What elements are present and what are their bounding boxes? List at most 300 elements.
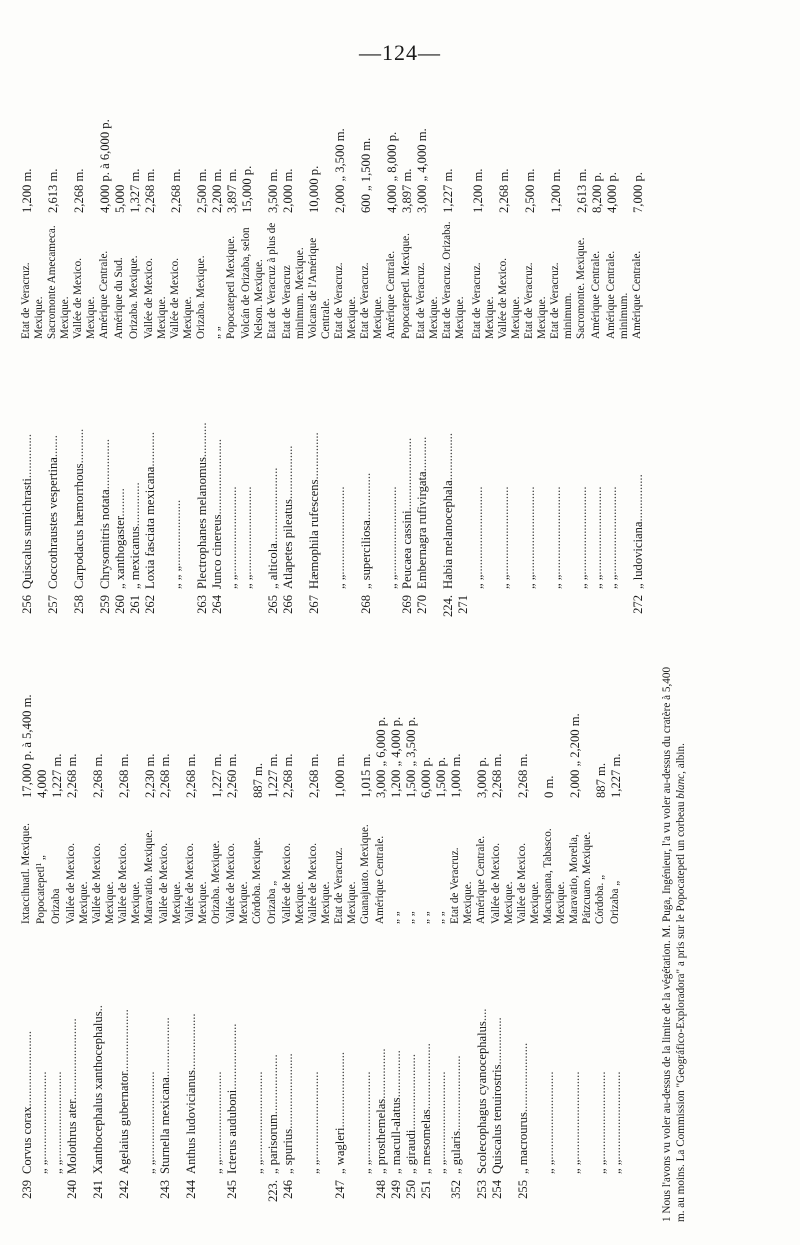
species-name: Loxia fasciata mexicana bbox=[143, 466, 157, 589]
altitude-cell: 887 m. bbox=[594, 763, 608, 798]
species-cell bbox=[240, 339, 255, 589]
footnote-emphasis: blanc, bbox=[675, 771, 687, 799]
table-row bbox=[20, 72, 46, 637]
species-cell bbox=[266, 924, 281, 1174]
table-row bbox=[184, 657, 210, 1222]
species-cell bbox=[549, 339, 564, 589]
right-column bbox=[20, 72, 780, 637]
altitude-cell: 2,000 „ 3,500 m. bbox=[333, 128, 347, 213]
species-cell bbox=[516, 924, 531, 1174]
altitude-cell: 2,500 m. bbox=[195, 168, 209, 213]
locality-cell: Vallée de Mexico. Mexique. bbox=[158, 842, 183, 924]
altitude-cell: 4,000 bbox=[35, 769, 49, 798]
locality-cell: Guanajuato. Mexique. bbox=[359, 824, 371, 924]
table-row bbox=[117, 657, 143, 1222]
leader-dots: ........... bbox=[415, 436, 429, 472]
species-cell bbox=[210, 339, 225, 589]
locality-cell: Amérique Centrale. bbox=[475, 835, 487, 924]
leader-dots: ................... bbox=[266, 1054, 280, 1115]
species-cell bbox=[404, 924, 419, 1174]
leader-dots: ........................ bbox=[281, 1053, 295, 1129]
leader-dots: ............................ bbox=[385, 486, 399, 575]
locality-cell: Vallée de Mexico. Mexique. bbox=[281, 842, 306, 924]
table-row bbox=[441, 72, 471, 637]
altitude-cell: 1,200 „ 4,000 p. bbox=[389, 716, 403, 798]
locality-cell: Etat de Veracruz. Mexique. bbox=[20, 262, 45, 339]
table-row bbox=[251, 657, 266, 1222]
species-name: „ macull-alatus bbox=[389, 1097, 403, 1174]
locality-cell: Amérique Centrale. bbox=[631, 250, 643, 339]
species-cell bbox=[158, 924, 173, 1174]
locality-cell: Maravatio, Morelia, Pátzcuaro. Mexique. bbox=[568, 831, 593, 924]
species-name: „ superciliosa bbox=[359, 520, 373, 589]
locality-cell: Sacromonte Amecameca. Mexique. bbox=[46, 225, 71, 339]
leader-dots: .. bbox=[91, 1005, 105, 1012]
species-cell bbox=[359, 339, 374, 589]
altitude-cell: 1,227 m. bbox=[609, 753, 623, 798]
table-row bbox=[609, 657, 624, 1222]
locality-cell: Amérique Centrale. bbox=[98, 250, 110, 339]
table-row bbox=[98, 72, 113, 637]
leader-dots: ........... bbox=[72, 428, 86, 464]
entry-number: 263 bbox=[195, 595, 209, 614]
altitude-cell: 8,200 p. bbox=[590, 172, 604, 213]
entry-number: 244 bbox=[184, 1180, 198, 1199]
altitude-cell: 2,268 m. bbox=[516, 753, 530, 798]
species-name: „ „ „ bbox=[169, 565, 183, 589]
locality-cell: Etat de Veracruz. Mexique. bbox=[333, 262, 358, 339]
species-name: „ ludoviciana bbox=[631, 521, 645, 589]
leader-dots: ............................ bbox=[251, 1071, 265, 1160]
species-cell bbox=[117, 924, 132, 1174]
species-name: „ xanthogaster bbox=[113, 516, 127, 589]
altitude-cell: 15,000 p. bbox=[240, 165, 254, 213]
locality-cell: Popocatepetl¹ „ bbox=[35, 855, 47, 924]
locality-cell: Vallée de Mexico. Mexique. bbox=[184, 842, 209, 924]
species-name: Agelaius gubernator bbox=[117, 1072, 131, 1174]
species-name: Quiscalus tenuirostris bbox=[490, 1064, 504, 1174]
leader-dots: .................. bbox=[184, 1013, 198, 1071]
leader-dots: .............. bbox=[20, 434, 34, 479]
species-cell bbox=[307, 339, 322, 589]
altitude-cell: 2,268 m. bbox=[307, 753, 321, 798]
table-row bbox=[359, 72, 385, 637]
species-cell bbox=[266, 339, 281, 589]
table-row bbox=[389, 657, 404, 1222]
altitude-cell: 2,268 m. bbox=[281, 753, 295, 798]
locality-cell: Vallée de Mexico. Mexique. bbox=[490, 842, 515, 924]
locality-cell: Vallée de Mexico. Mexique. bbox=[91, 842, 116, 924]
species-name: Molothrus ater bbox=[65, 1100, 79, 1174]
table-row bbox=[419, 657, 434, 1222]
locality-cell: Vallée de Mexico. Mexique. bbox=[307, 842, 332, 924]
locality-cell: „ „ bbox=[404, 911, 416, 924]
table-row bbox=[20, 657, 35, 1222]
locality-cell: Etat de Veracruz. Mexique. bbox=[523, 262, 548, 339]
locality-cell: Orizaba. Mexique. bbox=[128, 255, 140, 339]
species-name: „ „ bbox=[568, 1159, 582, 1174]
altitude-cell: 4,000 „ 8,000 p. bbox=[385, 131, 399, 213]
table-row bbox=[35, 657, 50, 1222]
table-row bbox=[225, 72, 240, 637]
leader-dots: .............. bbox=[128, 482, 142, 527]
altitude-cell: 3,000 p. bbox=[475, 757, 489, 798]
altitude-cell: 2,268 m. bbox=[65, 753, 79, 798]
species-cell bbox=[568, 924, 583, 1174]
leader-dots: ............................ bbox=[590, 486, 604, 575]
entry-number: 265 bbox=[266, 595, 280, 614]
leader-dots: ................... bbox=[158, 1017, 172, 1078]
locality-cell: Etat de Veracruz minimum. Mexique. bbox=[281, 247, 306, 339]
entry-number: 256 bbox=[20, 595, 34, 614]
rotated-page-content bbox=[20, 72, 780, 1222]
leader-dots: ....................... bbox=[400, 437, 414, 511]
table-row bbox=[210, 72, 225, 637]
locality-cell: Etat de Veracruz à plus de bbox=[266, 222, 278, 339]
species-name: „ „ bbox=[210, 1159, 224, 1174]
leader-dots: ........................ bbox=[266, 467, 280, 544]
locality-cell: Orizaba. Mexique. bbox=[195, 255, 207, 339]
table-row bbox=[490, 657, 516, 1222]
species-cell bbox=[594, 924, 609, 1174]
altitude-cell: 1,200 m. bbox=[549, 168, 563, 213]
entry-number: 264 bbox=[210, 595, 224, 614]
species-name: Chrysomitris notata bbox=[98, 489, 112, 589]
leader-dots: ............................ bbox=[143, 1071, 157, 1160]
locality-cell: Volcans de l'Amérique Centrale. bbox=[307, 237, 332, 339]
leader-dots: ........................ bbox=[404, 1054, 418, 1130]
altitude-cell: 2,268 m. bbox=[158, 753, 172, 798]
table-row bbox=[65, 657, 91, 1222]
species-cell bbox=[307, 924, 322, 1174]
leader-dots: ............... bbox=[631, 474, 645, 522]
table-row bbox=[590, 72, 605, 637]
species-name: „ „ bbox=[434, 1159, 448, 1174]
species-name: „ „ bbox=[333, 574, 347, 589]
altitude-cell: 3,897 m. bbox=[400, 168, 414, 213]
table-row bbox=[281, 72, 307, 637]
leader-dots: ............................ bbox=[240, 486, 254, 575]
table-row bbox=[568, 657, 594, 1222]
table-row bbox=[594, 657, 609, 1222]
leader-dots: ...................... bbox=[516, 1042, 530, 1113]
species-name: „ „ bbox=[359, 1159, 373, 1174]
altitude-cell: 7,000 p. bbox=[631, 172, 645, 213]
locality-cell: Vallée de Mexico. Mexique. bbox=[169, 257, 194, 339]
species-name: Plectrophanes melanomus bbox=[195, 457, 209, 589]
altitude-cell: 1,227 m. bbox=[266, 753, 280, 798]
altitude-cell: 1,200 m. bbox=[471, 168, 485, 213]
leader-dots: ............................ bbox=[575, 486, 589, 575]
locality-cell: Vallée de Mexico. Mexique. bbox=[117, 842, 142, 924]
table-row bbox=[113, 72, 128, 637]
species-cell bbox=[449, 924, 464, 1174]
species-cell bbox=[20, 339, 35, 589]
table-row bbox=[404, 657, 419, 1222]
entry-number: 245 bbox=[225, 1180, 239, 1199]
table-row bbox=[225, 657, 251, 1222]
entry-number: 223. bbox=[266, 1180, 280, 1203]
altitude-cell: 10,000 p. bbox=[307, 165, 321, 213]
species-cell bbox=[143, 924, 158, 1174]
altitude-cell: 2,200 m. bbox=[210, 168, 224, 213]
entry-number: 261 bbox=[128, 595, 142, 614]
altitude-cell: 1,327 m. bbox=[128, 168, 142, 213]
species-name: Scolecophagus cyanocephalus bbox=[475, 1021, 489, 1174]
altitude-cell: 2,230 m. bbox=[143, 753, 157, 798]
locality-cell: „ „ bbox=[389, 911, 401, 924]
entry-number: 270 bbox=[415, 595, 429, 614]
locality-cell: „ „ bbox=[419, 911, 431, 924]
altitude-cell: 1,015 m. bbox=[359, 753, 373, 798]
locality-cell: Etat de Veracruz. Mexique. bbox=[415, 262, 440, 339]
table-row bbox=[475, 657, 490, 1222]
altitude-cell: 4,000 p. à 6,000 p. bbox=[98, 119, 112, 213]
altitude-cell: 5,000 bbox=[113, 184, 127, 213]
altitude-cell: 6,000 p. bbox=[419, 757, 433, 798]
species-name: Atlapetes pileatus bbox=[281, 499, 295, 589]
altitude-cell: 887 m. bbox=[251, 763, 265, 798]
table-row bbox=[169, 72, 195, 637]
entry-number: 267 bbox=[307, 595, 321, 614]
leader-dots: .......................... bbox=[65, 1018, 79, 1101]
species-name: „ „ bbox=[240, 574, 254, 589]
species-name: Icterus auduboni bbox=[225, 1089, 239, 1174]
table-row bbox=[91, 657, 117, 1222]
altitude-cell: 3,000 „ 6,000 p. bbox=[374, 716, 388, 798]
locality-cell: Macuspana, Tabasco. Mexique. bbox=[542, 828, 567, 924]
species-cell bbox=[490, 924, 505, 1174]
locality-cell: Orizaba „ bbox=[609, 880, 621, 924]
species-name: Habia melanocephala bbox=[441, 480, 455, 589]
leader-dots: ............................ bbox=[225, 486, 239, 575]
leader-dots: ............................ bbox=[50, 1071, 64, 1160]
altitude-cell: 3,000 „ 4,000 m. bbox=[415, 128, 429, 213]
locality-cell: Córdoba. Mexique. bbox=[251, 837, 263, 924]
altitude-cell: 2,268 m. bbox=[490, 753, 504, 798]
entry-number: 250 bbox=[404, 1180, 418, 1199]
locality-cell: Orizaba. Mexique. bbox=[210, 840, 222, 924]
table-row bbox=[281, 657, 307, 1222]
species-name: Hæmophila rufescens bbox=[307, 479, 321, 589]
entry-number: 240 bbox=[65, 1180, 79, 1199]
entry-number: 243 bbox=[158, 1180, 172, 1199]
leader-dots: ............................ bbox=[359, 1071, 373, 1160]
table-row bbox=[471, 72, 497, 637]
entry-number: 247 bbox=[333, 1180, 347, 1199]
species-cell bbox=[281, 924, 296, 1174]
species-cell bbox=[98, 339, 113, 589]
species-cell bbox=[195, 339, 210, 589]
table-row bbox=[143, 657, 158, 1222]
entry-number: 266 bbox=[281, 595, 295, 614]
table-row bbox=[72, 72, 98, 637]
entry-number: 352 bbox=[449, 1180, 463, 1199]
species-cell bbox=[113, 339, 128, 589]
species-name: „ „ bbox=[575, 574, 589, 589]
species-cell bbox=[169, 339, 184, 589]
locality-cell: Amérique Centrale. bbox=[374, 835, 386, 924]
altitude-cell: 2,000 m. bbox=[281, 168, 295, 213]
leader-dots: .................... bbox=[117, 1009, 131, 1073]
species-cell bbox=[46, 339, 61, 589]
table-row bbox=[307, 72, 333, 637]
entry-number: 262 bbox=[143, 595, 157, 614]
leader-dots: ............................ bbox=[542, 1071, 556, 1160]
altitude-cell: 1,227 m. bbox=[50, 753, 64, 798]
species-name: „ „ bbox=[251, 1159, 265, 1174]
species-cell bbox=[575, 339, 590, 589]
species-cell bbox=[441, 339, 456, 589]
table-row bbox=[631, 72, 646, 637]
table-row bbox=[195, 72, 210, 637]
entry-number: 242 bbox=[117, 1180, 131, 1199]
leader-dots: ............... bbox=[359, 472, 373, 521]
species-cell bbox=[590, 339, 605, 589]
leader-dots: ..................... bbox=[419, 1043, 433, 1110]
table-row bbox=[128, 72, 143, 637]
entry-number: 246 bbox=[281, 1180, 295, 1199]
table-row bbox=[605, 72, 631, 637]
species-name: Carpodacus hæmorrhous bbox=[72, 463, 86, 589]
entry-number: 258 bbox=[72, 595, 86, 614]
table-row bbox=[266, 657, 281, 1222]
leader-dots: ............................ bbox=[333, 486, 347, 575]
leader-dots: ............................ bbox=[549, 486, 563, 575]
leader-dots: ..................... bbox=[225, 1023, 239, 1090]
locality-cell: Amérique Centrale. minimum. bbox=[605, 250, 630, 339]
locality-cell: Orizaba bbox=[50, 888, 62, 924]
leader-dots: ................ bbox=[98, 438, 112, 490]
leader-dots: ............... bbox=[441, 433, 455, 481]
species-cell bbox=[128, 339, 143, 589]
leader-dots: ......... bbox=[113, 488, 127, 517]
leader-dots: ............................ bbox=[609, 1071, 623, 1160]
leader-dots: ....... bbox=[46, 435, 60, 458]
locality-cell: Popocatepetl Mexique. bbox=[225, 235, 237, 339]
footnote bbox=[660, 657, 688, 1222]
species-cell bbox=[65, 924, 80, 1174]
species-name: „ wagleri bbox=[333, 1127, 347, 1174]
species-name: Corvus corax bbox=[20, 1106, 34, 1174]
species-cell bbox=[523, 339, 538, 589]
locality-cell: Orizaba „ bbox=[266, 880, 278, 924]
locality-cell: Etat de Veracruz. Mexique. bbox=[449, 847, 474, 924]
table-row bbox=[400, 72, 415, 637]
altitude-cell: 0 m. bbox=[542, 775, 556, 798]
entry-number: 248 bbox=[374, 1180, 388, 1199]
leader-dots: ............... bbox=[307, 432, 321, 480]
species-cell bbox=[497, 339, 512, 589]
altitude-cell: 2,613 m. bbox=[575, 168, 589, 213]
table-row bbox=[575, 72, 590, 637]
entry-number: 260 bbox=[113, 595, 127, 614]
table-row bbox=[158, 657, 184, 1222]
entry-number: 224. 271 bbox=[441, 595, 470, 618]
locality-cell: Sacromonte. Mexique. bbox=[575, 237, 587, 339]
leader-dots: ............... bbox=[490, 1017, 504, 1065]
species-name: Junco cinereus bbox=[210, 514, 224, 589]
altitude-cell: 2,000 „ 2,200 m. bbox=[568, 713, 582, 798]
locality-cell: Etat de Veracruz. Mexique. bbox=[333, 847, 358, 924]
species-cell bbox=[210, 924, 225, 1174]
leader-dots: ........... bbox=[195, 422, 209, 458]
altitude-cell: 3,897 m. bbox=[225, 168, 239, 213]
leader-dots: ............................ bbox=[523, 486, 537, 575]
altitude-cell: 2,613 m. bbox=[46, 168, 60, 213]
altitude-cell: 2,500 m. bbox=[523, 168, 537, 213]
locality-cell: Vallée de Mexico. Mexique. bbox=[72, 257, 97, 339]
species-cell bbox=[419, 924, 434, 1174]
species-name: „ „ bbox=[35, 1159, 49, 1174]
locality-cell: Amérique Centrale. bbox=[385, 250, 397, 339]
locality-cell: Popocatepetl. Mexique. bbox=[400, 233, 412, 339]
species-name: Coccothraustes vespertina bbox=[46, 457, 60, 589]
locality-cell: Córdoba. „ bbox=[594, 874, 606, 924]
species-cell bbox=[434, 924, 449, 1174]
species-name: „ „ bbox=[143, 1159, 157, 1174]
species-cell bbox=[225, 924, 240, 1174]
entry-number: 249 bbox=[389, 1180, 403, 1199]
leader-dots: ............................ bbox=[594, 1071, 608, 1160]
table-row bbox=[210, 657, 225, 1222]
species-cell bbox=[20, 924, 35, 1174]
species-name: Xanthocephalus xanthocephalus bbox=[91, 1011, 105, 1174]
altitude-cell: 2,260 m. bbox=[225, 753, 239, 798]
entry-number: 272 bbox=[631, 595, 645, 614]
leader-dots: ............................ bbox=[35, 1071, 49, 1160]
table-row bbox=[542, 657, 568, 1222]
species-cell bbox=[143, 339, 158, 589]
table-row bbox=[333, 657, 359, 1222]
species-cell bbox=[333, 924, 348, 1174]
species-name: „ „ bbox=[50, 1159, 64, 1174]
species-name: Peucaea cassini bbox=[400, 510, 414, 589]
table-row bbox=[266, 72, 281, 637]
species-name: „ „ bbox=[523, 574, 537, 589]
entry-number: 251 bbox=[419, 1180, 433, 1199]
entry-number: 268 bbox=[359, 595, 373, 614]
species-name: „ gularis bbox=[449, 1130, 463, 1174]
species-name: „ „ bbox=[549, 574, 563, 589]
locality-cell: Vallée de Mexico. Mexique. bbox=[516, 842, 541, 924]
locality-cell: Maravatio. Mexique. bbox=[143, 829, 155, 924]
species-name: „ mesomelas bbox=[419, 1109, 433, 1174]
locality-cell: Amérique du Sud. bbox=[113, 257, 125, 339]
species-name: „ „ bbox=[609, 1159, 623, 1174]
footnote-tail: albin. bbox=[675, 743, 687, 769]
species-name: „ parisorum bbox=[266, 1114, 280, 1174]
altitude-cell: 2,268 m. bbox=[143, 168, 157, 213]
locality-cell: Vallée de Mexico. Mexique. bbox=[225, 842, 250, 924]
species-name: „ „ bbox=[225, 574, 239, 589]
leader-dots: ........................ bbox=[449, 1055, 463, 1131]
leader-dots: ........................ bbox=[20, 1030, 34, 1107]
species-cell bbox=[72, 339, 87, 589]
species-name: „ „ bbox=[542, 1159, 556, 1174]
species-name: Sturnella mexicana bbox=[158, 1077, 172, 1174]
altitude-cell: 2,268 m. bbox=[117, 753, 131, 798]
species-cell bbox=[184, 924, 199, 1174]
altitude-cell: 2,268 m. bbox=[497, 168, 511, 213]
table-row bbox=[516, 657, 542, 1222]
table-row bbox=[385, 72, 400, 637]
leader-dots: ........................ bbox=[333, 1051, 347, 1128]
species-cell bbox=[333, 339, 348, 589]
entry-number: 269 bbox=[400, 595, 414, 614]
species-name: „ alticola bbox=[266, 543, 280, 589]
table-row bbox=[50, 657, 65, 1222]
